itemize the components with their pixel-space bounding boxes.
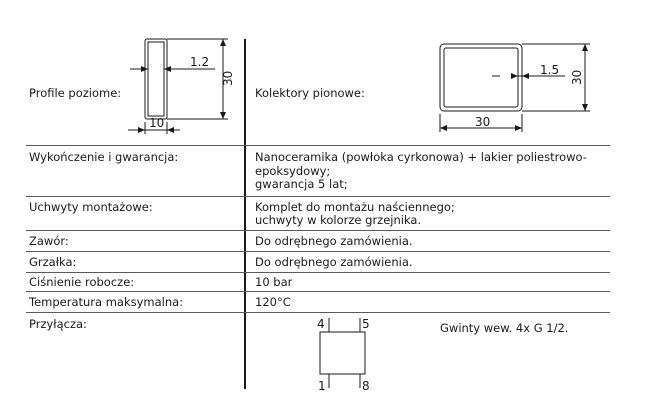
mounting-label: Uchwyty montażowe: [29,200,153,214]
column-divider [244,39,246,389]
row-divider [26,251,610,252]
pressure-value: 10 bar [255,275,293,289]
port-top-left: 4 [317,317,325,331]
connections-note: Gwinty wew. 4x G 1/2. [440,321,569,335]
valve-value: Do odrębnego zamówienia. [255,234,413,248]
row-divider [26,291,610,292]
ports-drawing [310,314,380,396]
row-divider [26,196,610,197]
row-divider [26,145,610,146]
valve-label: Zawór: [29,234,69,248]
profile-width-dimension: 10 [149,116,165,130]
mounting-value-line1: Komplet do montażu naściennego; [255,200,455,214]
row-divider [26,272,610,273]
connections-label: Przyłącza: [29,317,87,331]
pressure-label: Ciśnienie robocze: [29,275,135,289]
heater-value: Do odrębnego zamówienia. [255,255,413,269]
port-top-right: 5 [362,317,370,331]
temperature-label: Temperatura maksymalna: [29,295,184,309]
collector-height-dimension: 30 [570,69,584,85]
collector-width-dimension: 30 [475,115,491,129]
port-bottom-left: 1 [318,379,326,393]
profile-drawing [120,34,240,136]
collector-wall-dimension: 1.5 [540,63,560,77]
finish-label: Wykończenie i gwarancja: [29,150,179,164]
collector-drawing [430,34,600,136]
finish-value-line3: gwarancja 5 lat; [255,177,348,191]
profile-horizontal-label: Profile poziome: [29,86,122,100]
mounting-value-line2: uchwyty w kolorze grzejnika. [255,213,422,227]
profile-wall-dimension: 1.2 [190,55,210,69]
collector-vertical-label: Kolektory pionowe: [255,86,365,100]
row-divider [26,230,610,231]
port-bottom-right: 8 [362,379,370,393]
finish-value-line2: epoksydowy; [255,164,331,178]
heater-label: Grzałka: [29,255,77,269]
temperature-value: 120°C [255,295,291,309]
profile-height-dimension: 30 [221,70,235,86]
finish-value-line1: Nanoceramika (powłoka cyrkonowa) + lakier poliestrowo- [255,150,587,164]
row-divider [26,312,610,313]
